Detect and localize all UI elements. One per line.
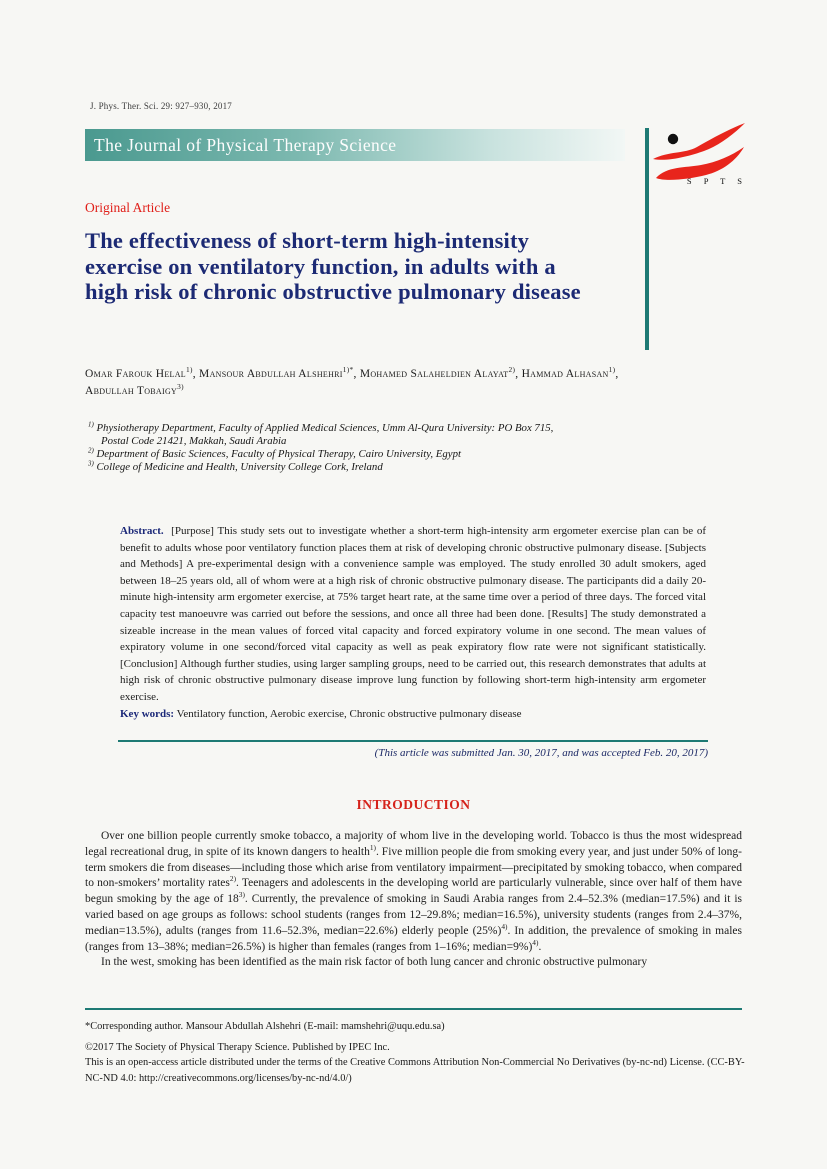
affiliation-item: $^{1)}$ Physiotherapy Department, Faculty of Applied Medical Sciences, Umm Al-Qura University: PO Box 715, Postal Code 21421, Makkah, Saudi Arabia <box>88 421 554 447</box>
spts-logo <box>651 122 749 186</box>
abstract-block <box>120 523 706 722</box>
affiliation-item: $^{3)}$ College of Medicine and Health, University College Cork, Ireland <box>88 460 383 473</box>
copyright-line: ©2017 The Society of Physical Therapy Science. Published by IPEC Inc. <box>85 1041 390 1053</box>
keywords-line <box>120 706 706 723</box>
article-title: The effectiveness of short-term high-intensity exercise on ventilatory function, in adults with a high risk of chronic obstructive pulmonary disease <box>85 228 581 304</box>
submission-note: (This article was submitted Jan. 30, 2017, and was accepted Feb. 20, 2017) <box>374 747 708 759</box>
spts-swoosh-icon <box>651 122 749 184</box>
license-text: This is an open-access article distributed under the terms of the Creative Commons Attribution Non-Commercial No Derivatives (by-nc-nd) License. (CC-BY-NC-ND 4.0: http://creativecommons.org/licenses/by-nc-nd/4.0/) <box>85 1057 745 1084</box>
affiliations-list <box>88 422 558 474</box>
logo-divider-bar <box>645 128 649 350</box>
introduction-heading: INTRODUCTION <box>356 797 471 812</box>
abstract-text: [Purpose] This study sets out to investigate whether a short-term high-intensity arm ergometer exercise plan can be of benefit to adults whose poor ventilatory function places them at risk of developing chronic obstructive pulmonary disease. [Subjects and Methods] A pre-experimental design with a convenience sample was employed. The study enrolled 30 adult smokers, aged between 18–25 years old, all of whom were at a high risk of chronic obstructive pulmonary disease. The participants did a daily 20-minute high-intensity arm ergometer exercise, at 75% target heart rate, at the same time over a period of three days. The forced vital capacity test manoeuvre was carried out before the sessions, and once all three had been done. [Results] The study demonstrated a sizeable increase in the mean values of forced vital capacity and forced expiratory volume in one second. The mean values of expiratory volume in one second/forced vital capacity as well as peak expiratory flow rate were not significant statistically. [Conclusion] Although further studies, using larger sampling groups, need to be carried out, this research demonstrates that adults at high risk of chronic obstructive pulmonary disease improve lung function by following short-term high-intensity arm ergometer exercise. <box>120 525 707 703</box>
abstract-paragraph <box>120 523 706 706</box>
journal-banner-title: The Journal of Physical Therapy Science <box>94 135 397 155</box>
journal-banner <box>85 129 625 161</box>
journal-citation: J. Phys. Ther. Sci. 29: 927–930, 2017 <box>90 101 232 111</box>
authors-line: Omar Farouk Helal$^{1)}$, Mansour Abdullah Alshehri$^{1)*}$, Mohamed Salaheldien Alayat$^{2)}$, Hammad Alhasan$^{1)}$, Abdullah Tobaigy$^{3)}$ <box>85 365 619 397</box>
affiliation-item: $^{2)}$ Department of Basic Sciences, Faculty of Physical Therapy, Cairo University, Egypt <box>88 447 461 460</box>
spts-logo-acronym: S P T S <box>686 176 747 186</box>
page-footer <box>85 1019 745 1086</box>
article-type-label: Original Article <box>85 200 171 215</box>
abstract-label: Abstract. <box>120 525 164 537</box>
introduction-body <box>85 829 742 971</box>
keywords-label: Key words: <box>120 707 175 720</box>
introduction-paragraph: Over one billion people currently smoke tobacco, a majority of whom live in the developing world. Tobacco is thus the most widespread legal recreational drug, in spite of its known dangers to health$^{1)}$. Five million people die from smoking every year, and just under 50% of long-term smokers die from diseases—including those which arise from ventilatory impairment—precipitated by smoking tobacco, when compared to non-smokers’ mortality rates$^{2)}$. Teenagers and adolescents in the developing world are particularly vulnerable, since over half of them have begun smoking by the age of 18$^{3)}$. Currently, the prevalence of smoking in Saudi Arabia ranges from 2.4–52.3% (median=17.5%) and it is varied based on age groups as follows: school students (ranges from 12–29.8%; median=16.5%), university students (ranges from 2.4–37%, median=13.5%), adults (ranges from 11.6–52.3%, median=22.6%) elderly people $(25\%)^{4)}$. In addition, the prevalence of smoking in males (ranges from 13–38%; median=26.5%) is higher than females (ranges from 1–16%; median=9%)$^{4)}$. <box>85 830 743 953</box>
introduction-paragraph: In the west, smoking has been identified as the main risk factor of both lung cancer and chronic obstructive pulmonary <box>101 956 648 969</box>
abstract-divider <box>118 740 708 742</box>
corresponding-author-note: *Corresponding author. Mansour Abdullah Alshehri (E-mail: mamshehri@uqu.edu.sa) <box>85 1021 445 1032</box>
keywords-text: Ventilatory function, Aerobic exercise, Chronic obstructive pulmonary disease <box>176 707 522 720</box>
footer-divider <box>85 1008 742 1010</box>
